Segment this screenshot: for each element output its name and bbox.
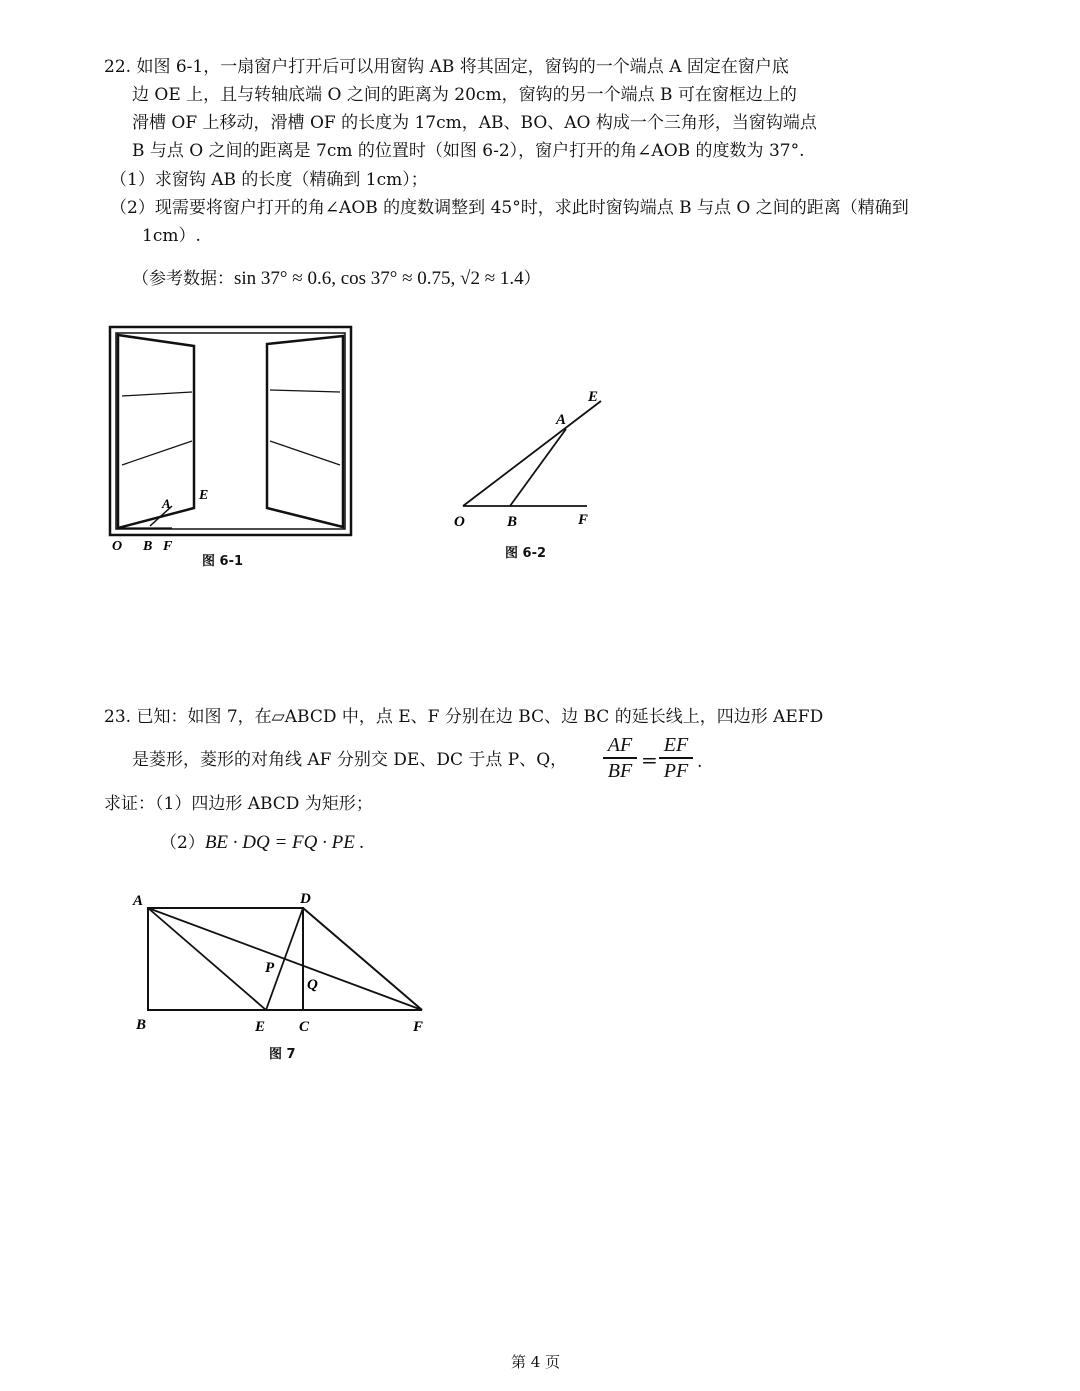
fig61-label-a: A	[162, 496, 171, 511]
side-df	[303, 908, 422, 1010]
fig7-label-d: D	[300, 891, 311, 907]
reference-math: sin 37° ≈ 0.6, cos 37° ≈ 0.75, √2 ≈ 1.4	[234, 268, 524, 289]
q22-line-4: B 与点 O 之间的距离是 7cm 的位置时（如图 6-2），窗户打开的角∠AOB 的度数为 37°.	[132, 141, 805, 161]
fig62-label-e: E	[588, 389, 599, 405]
reference-prefix: （参考数据：	[132, 269, 234, 289]
q22-part-2-cont: 1cm）.	[142, 226, 201, 246]
fraction-ef-pf-denominator: PF	[663, 759, 689, 782]
page-number: 第 4 页	[511, 1353, 561, 1371]
q22-line-2: 边 OE 上，且与转轴底端 O 之间的距离为 20cm，窗钩的另一个端点 B 可在窗框边上的	[132, 85, 797, 105]
fraction-ef-pf-numerator: EF	[663, 734, 689, 756]
fig7-label-b: B	[136, 1017, 147, 1033]
prove-2-prefix: （2）	[160, 833, 205, 853]
q22-part-2: （2）现需要将窗户打开的角∠AOB 的度数调整到 45°时，求此时窗钩端点 B 与点 O 之间的距离（精确到	[110, 198, 909, 218]
q23-line-2: 是菱形，菱形的对角线 AF 分别交 DE、DC 于点 P、Q，	[132, 750, 568, 770]
fig62-caption: 图 6-2	[505, 546, 547, 561]
q22-line-3: 滑槽 OF 上移动，滑槽 OF 的长度为 17cm，AB、BO、AO 构成一个三角形，当窗钩端点	[132, 113, 817, 133]
fig7-label-p: P	[265, 960, 275, 976]
fig7-caption: 图 7	[269, 1047, 296, 1062]
fig62-label-f: F	[578, 512, 589, 528]
q23-line-1: 23. 已知：如图 7，在▱ABCD 中，点 E、F 分别在边 BC、边 BC 的延长线上，四边形 AEFD	[104, 707, 824, 727]
fig61-label-b: B	[143, 539, 153, 554]
fig61-label-e: E	[199, 488, 209, 503]
fig62-label-o: O	[454, 514, 465, 530]
fig61-label-o: O	[112, 539, 123, 554]
q23-prove-1: 求证：（1）四边形 ABCD 为矩形；	[104, 794, 373, 814]
fig7-label-a: A	[133, 893, 144, 909]
prove-2-math: BE · DQ = FQ · PE .	[204, 832, 365, 853]
side-ae	[148, 908, 266, 1010]
diagonal-de	[266, 908, 303, 1010]
fraction-equals: =	[641, 748, 658, 772]
q22-part-1: （1）求窗钩 AB 的长度（精确到 1cm）；	[110, 170, 428, 190]
q22-line-1: 22. 如图 6-1，一扇窗户打开后可以用窗钩 AB 将其固定，窗钩的一个端点 A 固定在窗户底	[104, 57, 789, 77]
fig62-label-a: A	[556, 412, 567, 428]
fig7-label-q: Q	[307, 977, 318, 993]
fraction-af-bf-denominator: BF	[607, 759, 633, 782]
fig7-label-e: E	[255, 1019, 266, 1035]
fig62-label-b: B	[507, 514, 518, 530]
fraction-period: .	[697, 752, 703, 772]
rectangle-abcd	[148, 908, 303, 1010]
fig61-caption: 图 6-1	[202, 554, 244, 569]
fraction-af-bf-numerator: AF	[607, 734, 633, 756]
reference-suffix: ）	[523, 269, 541, 289]
fig7-label-c: C	[299, 1019, 310, 1035]
fig7-label-f: F	[413, 1019, 424, 1035]
fig61-label-f: F	[163, 539, 173, 554]
